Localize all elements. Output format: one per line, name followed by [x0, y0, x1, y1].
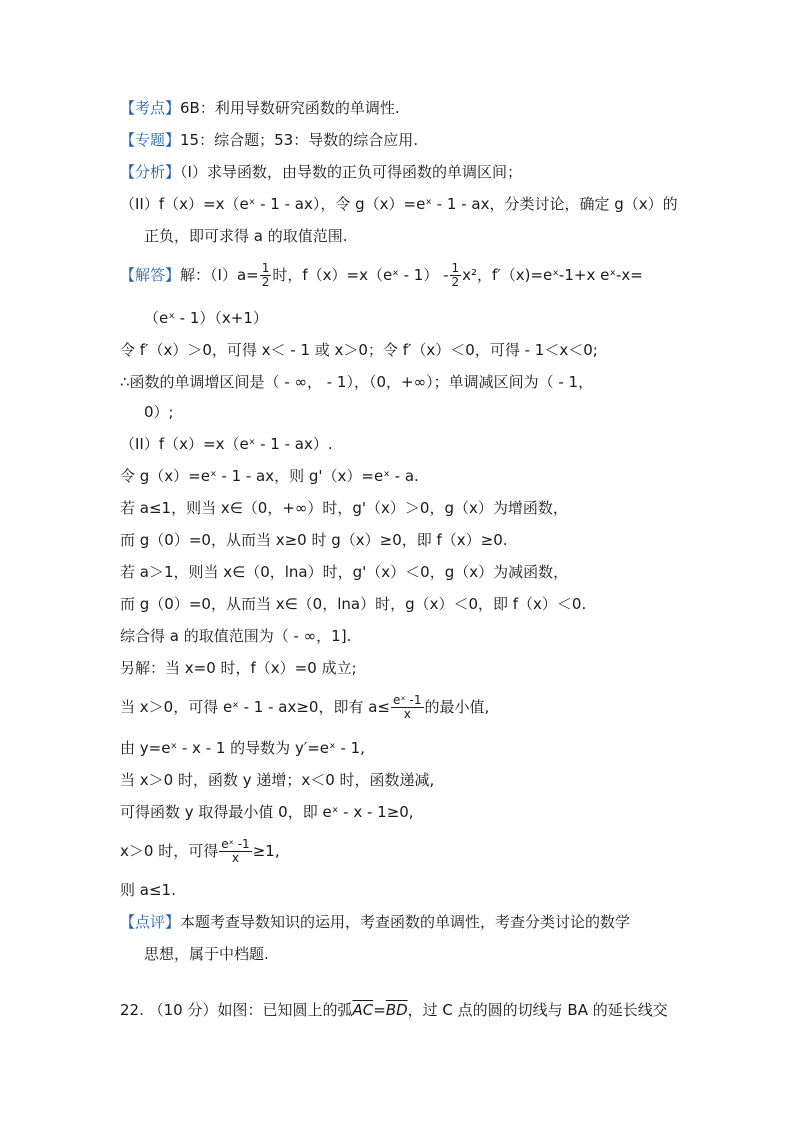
zhuanti-line: [120, 130, 418, 150]
alt-solution-line: 当 x＞0 时，函数 y 递增；x＜0 时，函数递减,: [120, 771, 435, 789]
arc-ac: $\overline{AC}$: [352, 1001, 374, 1019]
jieda-text-a: 解：（I）a=: [180, 266, 259, 284]
solution-line: （II）f（x）=x（eˣ - 1 - ax）.: [120, 435, 333, 453]
alt-solution-line-1: [120, 694, 489, 721]
jieda-line-2: （eˣ - 1）（x+1）: [144, 309, 268, 327]
arc-bd: $\overline{BD}$: [385, 1001, 408, 1019]
question-22-line: [120, 1000, 668, 1020]
question-22-text-a: 22. （10 分）如图：已知圆上的弧: [120, 1001, 353, 1019]
fraction-numerator: 1: [451, 261, 460, 275]
kaodian-text: 6B：利用导数研究函数的单调性.: [180, 99, 400, 117]
solution-line: ∴函数的单调增区间是（ - ∞， - 1），（0，+∞）；单调减区间为（ - 1，: [120, 373, 594, 391]
fraction-denominator: x: [403, 707, 411, 721]
dianping-line-2: 思想，属于中档题.: [144, 945, 269, 963]
fraction-denominator: 2: [261, 275, 270, 289]
fenxi-line-1: [120, 162, 522, 182]
fraction-numerator: 1: [261, 261, 270, 275]
fenxi-text-1: （I）求导函数，由导数的正负可得函数的单调区间；: [180, 163, 522, 181]
fraction-denominator: x: [231, 851, 239, 865]
fraction-numerator: eˣ -1: [221, 837, 250, 851]
jieda-line-1: [120, 262, 643, 289]
fraction-denominator: 2: [451, 275, 460, 289]
dianping-line-1: [120, 912, 630, 932]
solution-line: 另解：当 x=0 时，f（x）=0 成立;: [120, 659, 357, 677]
solution-line: 若 a＞1，则当 x∈（0，lna）时，g'（x）＜0，g（x）为减函数，: [120, 563, 569, 581]
solution-line: 0）;: [144, 403, 174, 421]
alt-solution-line: 可得函数 y 取得最小值 0，即 eˣ - x - 1≥0,: [120, 803, 414, 821]
fraction-ex-over-x: [219, 838, 252, 865]
kaodian-line: [120, 98, 400, 118]
fraction-numerator: eˣ -1: [393, 693, 422, 707]
dianping-text-1: 本题考查导数知识的运用，考查函数的单调性，考查分类讨论的数学: [180, 913, 631, 931]
arc-equals: =: [373, 1001, 386, 1019]
fraction-half-1: [260, 262, 272, 289]
alt-solution-line-5: [120, 838, 280, 865]
alt-text-b: 的最小值,: [424, 698, 490, 716]
fraction-ex-over-x: [391, 694, 424, 721]
solution-line: 而 g（0）=0，从而当 x∈（0，lna）时，g（x）＜0，即 f（x）＜0.: [120, 595, 587, 613]
fenxi-line-2: （II）f（x）=x（eˣ - 1 - ax），令 g（x）=eˣ - 1 - ax，分类讨论，确定 g（x）的: [120, 195, 678, 213]
alt2-text-b: ≥1,: [252, 842, 280, 860]
solution-line: 综合得 a 的取值范围为（ - ∞，1].: [120, 627, 352, 645]
fenxi-line-3: 正负，即可求得 a 的取值范围.: [144, 227, 348, 245]
alt-solution-line: 由 y=eˣ - x - 1 的导数为 y′=eˣ - 1,: [120, 739, 365, 757]
jieda-text-b: 时，f（x）=x（eˣ - 1） -: [272, 266, 449, 284]
solution-line: 令 f′（x）＞0，可得 x＜ - 1 或 x＞0；令 f′（x）＜0，可得 - 1＜x＜0;: [120, 341, 598, 359]
solution-line: 而 g（0）=0，从而当 x≥0 时 g（x）≥0，即 f（x）≥0.: [120, 531, 508, 549]
alt-text-a: 当 x＞0，可得 eˣ - 1 - ax≥0，即有 a≤: [120, 698, 390, 716]
solution-line: 令 g（x）=eˣ - 1 - ax，则 g'（x）=eˣ - a.: [120, 467, 419, 485]
question-22-text-b: ，过 C 点的圆的切线与 BA 的延长线交: [407, 1001, 668, 1019]
kaodian-tag: 【考点】: [120, 99, 181, 117]
jieda-tag: 【解答】: [120, 266, 181, 284]
zhuanti-text: 15：综合题；53：导数的综合应用.: [180, 131, 418, 149]
jieda-text-c: x²，f′（x)=eˣ-1+x eˣ-x=: [462, 266, 643, 284]
solution-line: 若 a≤1，则当 x∈（0，+∞）时，g'（x）＞0，g（x）为增函数，: [120, 499, 568, 517]
fenxi-tag: 【分析】: [120, 163, 181, 181]
dianping-tag: 【点评】: [120, 913, 181, 931]
alt2-text-a: x＞0 时，可得: [120, 842, 219, 860]
fraction-half-2: [450, 262, 462, 289]
conclusion-line: 则 a≤1.: [120, 881, 176, 899]
zhuanti-tag: 【专题】: [120, 131, 181, 149]
